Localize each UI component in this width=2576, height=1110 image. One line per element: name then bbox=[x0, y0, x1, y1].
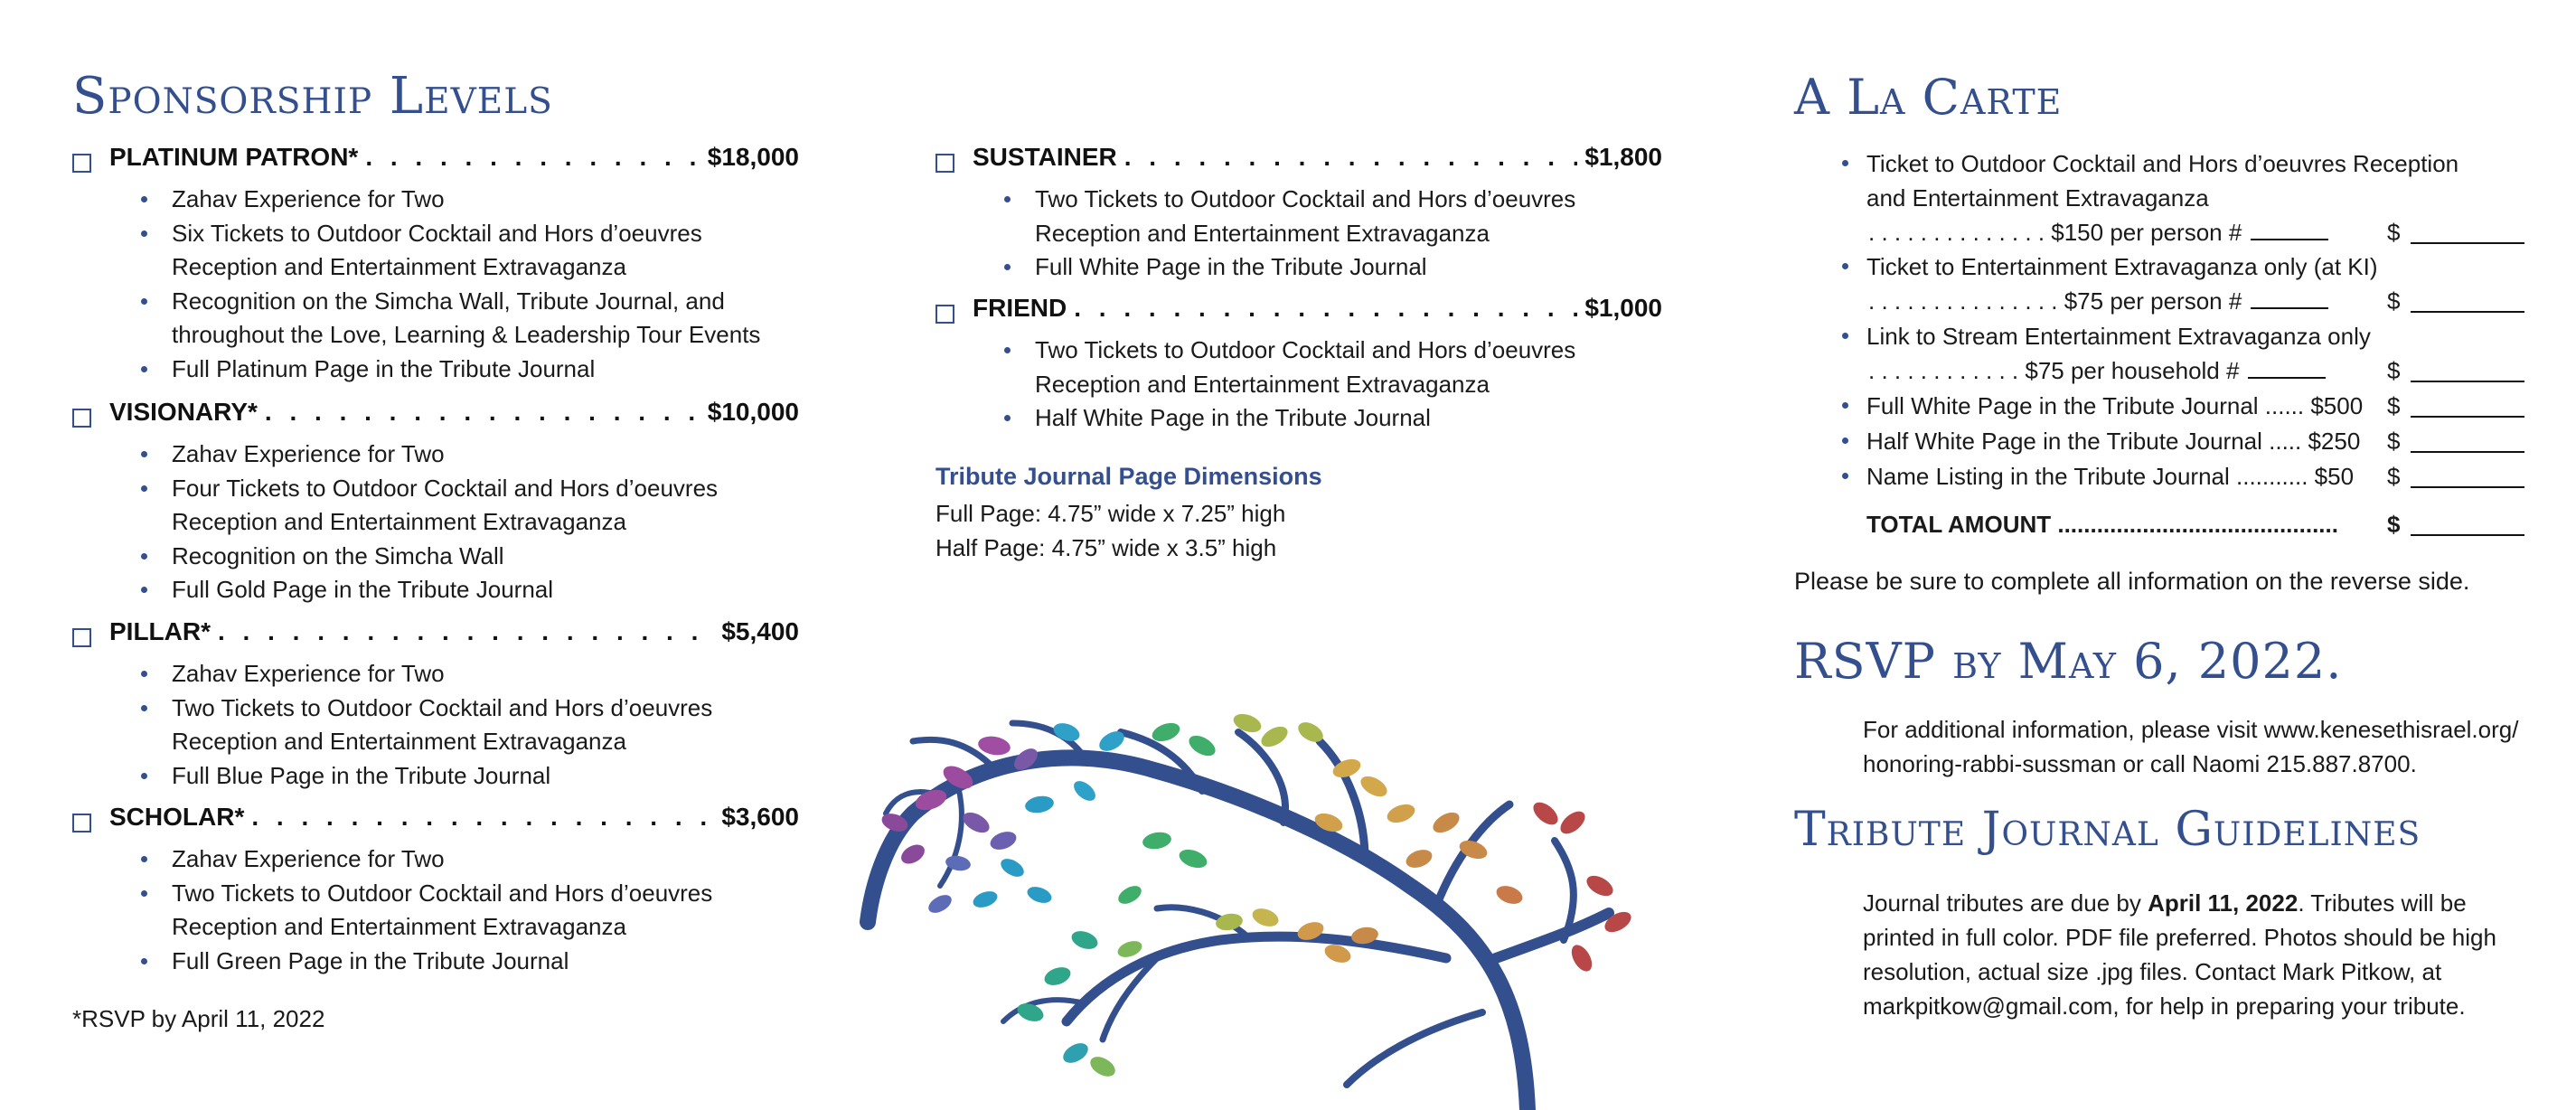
amount-field[interactable] bbox=[2411, 381, 2524, 382]
alc-price-line bbox=[1868, 215, 2328, 249]
alc-item-full-page bbox=[1794, 389, 2535, 423]
level-name: FRIEND bbox=[973, 294, 1067, 322]
scholar-checkbox[interactable] bbox=[72, 814, 91, 832]
guidelines-due-date: April 11, 2022 bbox=[2148, 889, 2299, 917]
level-price: $1,800 bbox=[1584, 143, 1662, 171]
level-pillar bbox=[72, 617, 799, 793]
dollar-sign: $ bbox=[2387, 511, 2401, 538]
alc-item-half-page bbox=[1794, 424, 2535, 458]
alc-item-entertainment-price bbox=[1794, 284, 2535, 318]
list-item-continued: Reception and Entertainment Extravaganza bbox=[172, 913, 626, 940]
a-la-carte-heading: A La Carte bbox=[1794, 69, 2063, 126]
list-item-continued: throughout the Love, Learning & Leadership Tour Events bbox=[172, 321, 761, 348]
guidelines-heading: Tribute Journal Guidelines bbox=[1794, 803, 2421, 857]
sustainer-checkbox[interactable] bbox=[935, 154, 954, 173]
leader-dots bbox=[365, 143, 700, 172]
list-item-continued: Reception and Entertainment Extravaganza bbox=[172, 253, 626, 280]
alc-item-label: Half White Page in the Tribute Journal ..... $250 bbox=[1866, 428, 2361, 455]
amount-field[interactable] bbox=[2411, 451, 2524, 453]
alc-item-entertainment bbox=[1794, 249, 2535, 284]
visionary-checkbox[interactable] bbox=[72, 409, 91, 428]
dimensions-title: Tribute Journal Page Dimensions bbox=[935, 463, 1322, 490]
list-item: Zahav Experience for Two bbox=[172, 183, 799, 217]
reverse-side-reminder: Please be sure to complete all information on the reverse side. bbox=[1794, 568, 2470, 595]
alc-price-line bbox=[1868, 353, 2326, 388]
guidelines-text: Journal tributes are due by bbox=[1863, 889, 2148, 917]
quantity-field[interactable] bbox=[2251, 286, 2328, 309]
list-item: Two Tickets to Outdoor Cocktail and Hors d’oeuvres bbox=[172, 691, 799, 726]
level-price: $1,000 bbox=[1584, 294, 1662, 322]
dollar-sign: $ bbox=[2387, 428, 2401, 455]
alc-price-text: . . . . . . . . . . . . . . . $75 per person # bbox=[1868, 287, 2242, 315]
alc-price-text: . . . . . . . . . . . . . . $150 per person # bbox=[1868, 219, 2242, 246]
list-item: Recognition on the Simcha Wall bbox=[172, 540, 799, 574]
list-item: Zahav Experience for Two bbox=[172, 657, 799, 691]
level-price: $18,000 bbox=[707, 143, 799, 171]
list-item: Zahav Experience for Two bbox=[172, 437, 799, 472]
quantity-field[interactable] bbox=[2248, 355, 2326, 379]
guidelines-text: . Tributes will be bbox=[2298, 889, 2467, 917]
list-item: Full Gold Page in the Tribute Journal bbox=[172, 573, 799, 607]
pillar-checkbox[interactable] bbox=[72, 628, 91, 647]
list-item-continued: Reception and Entertainment Extravaganza bbox=[1035, 219, 1490, 247]
list-item: Two Tickets to Outdoor Cocktail and Hors d’oeuvres bbox=[1035, 183, 1662, 217]
alc-item-label: Ticket to Outdoor Cocktail and Hors d’oeuvres Reception bbox=[1866, 150, 2459, 177]
quantity-field[interactable] bbox=[2251, 217, 2328, 240]
dollar-sign: $ bbox=[2387, 219, 2401, 246]
level-name: SUSTAINER bbox=[973, 143, 1117, 171]
level-visionary bbox=[72, 398, 799, 607]
total-amount-row bbox=[1794, 507, 2535, 541]
amount-field[interactable] bbox=[2411, 416, 2524, 418]
level-scholar bbox=[72, 803, 799, 978]
leader-dots bbox=[251, 803, 714, 832]
alc-item-reception-price bbox=[1794, 215, 2535, 249]
leader-dots bbox=[218, 617, 714, 646]
alc-item-name-listing bbox=[1794, 459, 2535, 494]
alc-item-label: Ticket to Entertainment Extravaganza only (at KI) bbox=[1866, 253, 2378, 280]
alc-item-label: Name Listing in the Tribute Journal ........... $50 bbox=[1866, 463, 2355, 490]
guidelines-line1 bbox=[1863, 886, 2467, 920]
benefit-list bbox=[935, 183, 1662, 285]
list-item-continued: Reception and Entertainment Extravaganza bbox=[172, 508, 626, 535]
list-item: Full Green Page in the Tribute Journal bbox=[172, 945, 799, 979]
amount-field[interactable] bbox=[2411, 486, 2524, 488]
benefit-list bbox=[72, 183, 799, 386]
level-price: $3,600 bbox=[721, 803, 799, 831]
list-item: Recognition on the Simcha Wall, Tribute Journal, and bbox=[172, 285, 799, 319]
list-item: Zahav Experience for Two bbox=[172, 842, 799, 877]
list-item: Full White Page in the Tribute Journal bbox=[1035, 250, 1662, 285]
level-name: PLATINUM PATRON* bbox=[109, 143, 359, 171]
level-friend bbox=[935, 294, 1662, 436]
dollar-sign: $ bbox=[2387, 287, 2401, 315]
alc-price-text: . . . . . . . . . . . . $75 per household # bbox=[1868, 357, 2240, 384]
alc-item-reception bbox=[1794, 146, 2535, 181]
rsvp-info-line2: honoring-rabbi-sussman or call Naomi 215.887.8700. bbox=[1863, 750, 2417, 777]
dimensions-full: Full Page: 4.75” wide x 7.25” high bbox=[935, 500, 1286, 527]
list-item-continued: Reception and Entertainment Extravaganza bbox=[172, 728, 626, 755]
leader-dots bbox=[265, 398, 700, 427]
benefit-list bbox=[72, 842, 799, 978]
benefit-list bbox=[935, 334, 1662, 436]
amount-field[interactable] bbox=[2411, 242, 2524, 244]
list-item: Six Tickets to Outdoor Cocktail and Hors d’oeuvres bbox=[172, 217, 799, 251]
list-item: Two Tickets to Outdoor Cocktail and Hors d’oeuvres bbox=[172, 877, 799, 911]
alc-item-label-continued: and Entertainment Extravaganza bbox=[1866, 184, 2209, 212]
dollar-sign: $ bbox=[2387, 392, 2401, 419]
guidelines-line2: printed in full color. PDF file preferred. Photos should be high bbox=[1863, 924, 2496, 951]
level-platinum bbox=[72, 143, 799, 386]
alc-item-stream-price bbox=[1794, 353, 2535, 388]
level-name: PILLAR* bbox=[109, 617, 211, 645]
alc-item-label: Link to Stream Entertainment Extravaganza only bbox=[1866, 323, 2371, 350]
guidelines-line3: resolution, actual size .jpg files. Contact Mark Pitkow, at bbox=[1863, 958, 2442, 985]
guidelines-line4: markpitkow@gmail.com, for help in preparing your tribute. bbox=[1863, 992, 2466, 1020]
list-item: Half White Page in the Tribute Journal bbox=[1035, 401, 1662, 436]
list-item: Two Tickets to Outdoor Cocktail and Hors d’oeuvres bbox=[1035, 334, 1662, 368]
list-item: Full Blue Page in the Tribute Journal bbox=[172, 759, 799, 794]
total-label: TOTAL AMOUNT ........................................... bbox=[1866, 511, 2338, 538]
leader-dots bbox=[1124, 143, 1578, 172]
leader-dots bbox=[1074, 294, 1577, 323]
list-item: Full Platinum Page in the Tribute Journal bbox=[172, 353, 799, 387]
level-name: SCHOLAR* bbox=[109, 803, 245, 831]
alc-price-line bbox=[1868, 284, 2328, 318]
list-item: Four Tickets to Outdoor Cocktail and Hors d’oeuvres bbox=[172, 472, 799, 506]
dollar-sign: $ bbox=[2387, 357, 2401, 384]
dollar-sign: $ bbox=[2387, 463, 2401, 490]
rsvp-info-line1: For additional information, please visit www.kenesethisrael.org/ bbox=[1863, 716, 2519, 743]
benefit-list bbox=[72, 437, 799, 607]
tree-illustration bbox=[859, 705, 1672, 1110]
alc-item-label: Full White Page in the Tribute Journal ...... $500 bbox=[1866, 392, 2364, 419]
sponsorship-heading: Sponsorship Levels bbox=[72, 67, 553, 126]
amount-field[interactable] bbox=[2411, 311, 2524, 313]
benefit-list bbox=[72, 657, 799, 793]
rsvp-heading: RSVP by May 6, 2022. bbox=[1794, 633, 2343, 690]
platinum-checkbox[interactable] bbox=[72, 154, 91, 173]
rsvp-footnote: *RSVP by April 11, 2022 bbox=[72, 1005, 325, 1032]
level-price: $5,400 bbox=[721, 617, 799, 645]
level-price: $10,000 bbox=[707, 398, 799, 426]
friend-checkbox[interactable] bbox=[935, 305, 954, 324]
level-sustainer bbox=[935, 143, 1662, 285]
level-name: VISIONARY* bbox=[109, 398, 258, 426]
dimensions-half: Half Page: 4.75” wide x 3.5” high bbox=[935, 534, 1277, 561]
alc-item-stream bbox=[1794, 319, 2535, 353]
list-item-continued: Reception and Entertainment Extravaganza bbox=[1035, 370, 1490, 398]
total-amount-field[interactable] bbox=[2411, 534, 2524, 536]
